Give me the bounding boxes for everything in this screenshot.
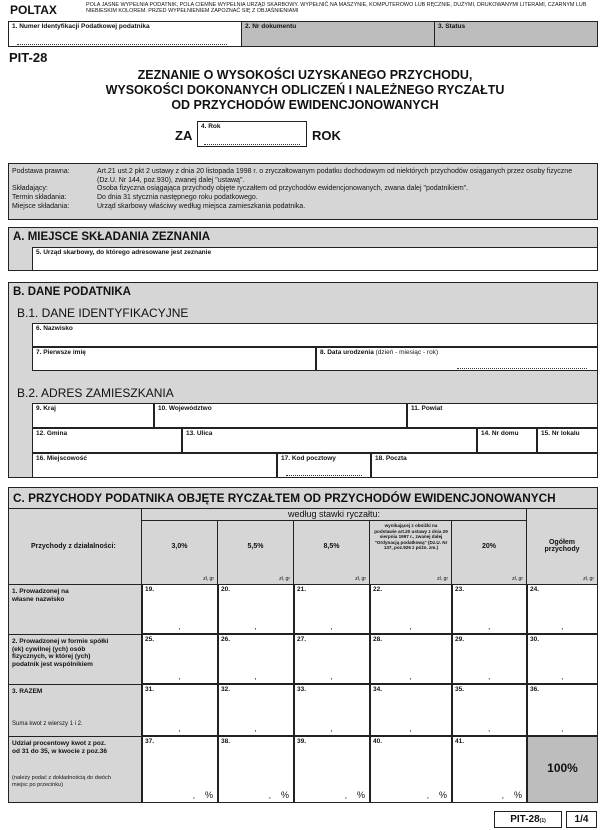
rok-label: ROK [312, 128, 341, 143]
first-name-field[interactable] [32, 347, 316, 371]
town-label: 16. Miejscowość [36, 455, 87, 462]
b1-title: B.1. DANE IDENTYFIKACYJNE [17, 306, 189, 320]
status-label: 3. Status [438, 23, 466, 30]
nip-field[interactable] [9, 22, 241, 46]
rates-header: według stawki ryczałtu: [142, 508, 527, 521]
total-header-label: Ogółem przychody [544, 539, 580, 553]
amount-cell[interactable]: 26. , [218, 634, 294, 684]
section-a [8, 227, 598, 271]
amount-cell[interactable]: 25. , [142, 634, 218, 684]
house-number-field[interactable] [477, 428, 537, 453]
voivodeship-label: 10. Województwo [158, 405, 212, 412]
amount-cell[interactable]: 24. , [527, 584, 598, 634]
nip-label: 1. Numer Identyfikacji Podatkowej podatnika [12, 23, 150, 30]
document-number-label: 2. Nr dokumentu [245, 23, 297, 30]
deadline-text: Do dnia 31 stycznia następnego roku podatkowego. [97, 194, 258, 201]
row-3-label [9, 684, 142, 736]
instructions: POLA JASNE WYPEŁNIA PODATNIK, POLA CIEMNE WYPEŁNIA URZĄD SKARBOWY. WYPEŁNIĆ NA MASZYNIE, KOMPUTEROWO LUB RĘCZNIE, DUŻYMI, DRUKOWANYMI LITERAMI, CZARNYM LUB NIEBIESKIM KOLOREM. PRZED WYPEŁNIENIEM ZAPOZNAĆ SIĘ Z OBJAŚNIENIAMI [86, 2, 587, 14]
amount-cell[interactable]: 22. , [370, 584, 452, 634]
amount-cell[interactable]: 29. , [452, 634, 527, 684]
reduced-rate-label: wynikającej z obniżki na podstawie art.20 ustawy z dnia 29 sierpnia 1997 r., zwanej dalej "Ordynacją podatkową" (Dz.U. Nr 137, poz.926 z późn. zm.) [374, 523, 448, 551]
amount-cell[interactable]: 23. , [452, 584, 527, 634]
row-1-label [9, 584, 142, 634]
percent-cell[interactable]: 40. , % [370, 736, 452, 803]
year-entry-line [204, 141, 300, 145]
percent-cell[interactable]: 41. , % [452, 736, 527, 803]
basis-label: Podstawa prawna: [12, 168, 70, 175]
zl-gr-label: zł, gr [203, 576, 214, 582]
year-label: 4. Rok [201, 123, 221, 130]
amount-cell[interactable]: 28. , [370, 634, 452, 684]
amount-cell[interactable]: 27. , [294, 634, 370, 684]
form-title [40, 68, 570, 113]
post-office-field[interactable] [371, 453, 598, 478]
row-4-label [9, 736, 142, 803]
basis-text: Art.21 ust.2 pkt 2 ustawy z dnia 20 listopada 1998 r. o zryczałtowanym podatku dochodowym od niektórych przychodów osiąganych przez osoby fizyczne (Dz.U. Nr 144, poz.930), zwanej dalej "ustawą". [97, 168, 573, 184]
country-label: 9. Kraj [36, 405, 56, 412]
amount-cell[interactable]: 33. , [294, 684, 370, 736]
legal-basis-block [8, 163, 598, 220]
row-3-note: Suma kwot z wierszy 1 i 2. [12, 721, 83, 727]
section-c-title: C. PRZYCHODY PODATNIKA OBJĘTE RYCZAŁTEM OD PRZYCHODÓW EWIDENCJONOWANYCH [13, 491, 556, 505]
section-a-title: A. MIEJSCE SKŁADANIA ZEZNANIA [13, 231, 210, 243]
b2-title: B.2. ADRES ZAMIESZKANIA [17, 386, 174, 400]
place-label: Miejsce składania: [12, 203, 70, 210]
amount-cell[interactable]: 21. , [294, 584, 370, 634]
footer-version: (1) [539, 818, 546, 824]
country-field[interactable] [32, 403, 154, 428]
source-header [9, 508, 142, 584]
title-line-3: OD PRZYCHODÓW EWIDENCJONOWANYCH [171, 98, 439, 112]
amount-cell[interactable]: 20. , [218, 584, 294, 634]
amount-cell[interactable]: 34. , [370, 684, 452, 736]
rate-col-5 [452, 521, 527, 584]
postal-code-entry-line [286, 472, 362, 476]
year-field[interactable] [197, 121, 307, 147]
rate-col-1 [142, 521, 218, 584]
nip-entry-line [17, 41, 227, 45]
section-b-title: B. DANE PODATNIKA [13, 286, 131, 298]
filer-text: Osoba fizyczna osiągająca przychody objęte ryczałtem od przychodów ewidencjonowanych, zwana dalej "podatnikiem". [97, 185, 469, 192]
amount-cell[interactable]: 31. , [142, 684, 218, 736]
first-name-label: 7. Pierwsze imię [36, 349, 86, 356]
amount-cell[interactable]: 19. , [142, 584, 218, 634]
source-header-label: Przychody z działalności: [31, 543, 116, 550]
voivodeship-field[interactable] [154, 403, 407, 428]
rate-col-2 [218, 521, 294, 584]
header-fields-row [8, 21, 598, 47]
filer-label: Składający: [12, 185, 48, 192]
deadline-label: Termin składania: [12, 194, 67, 201]
section-b [8, 282, 598, 478]
commune-label: 12. Gmina [36, 430, 68, 437]
form-code: PIT-28 [9, 50, 48, 65]
rate-8-5-label: 8,5% [323, 543, 340, 550]
tax-office-field[interactable] [32, 247, 598, 271]
za-label: ZA [175, 128, 193, 143]
hundred-percent-value: 100% [547, 761, 578, 775]
apartment-number-field[interactable] [537, 428, 598, 453]
zl-gr-label: zł, gr [279, 576, 290, 582]
house-number-label: 14. Nr domu [481, 430, 519, 437]
row-2-label [9, 634, 142, 684]
rate-3-label: 3,0% [171, 543, 188, 550]
amount-cell[interactable]: 36. , [527, 684, 598, 736]
county-label: 11. Powiat [411, 405, 443, 412]
rate-5-5-label: 5,5% [247, 543, 264, 550]
town-field[interactable] [32, 453, 277, 478]
birth-date-entry-line [457, 365, 587, 369]
zl-gr-label: zł, gr [583, 576, 594, 582]
row-2-text: 2. Prowadzonej w formie spółki (ek) cywilnej (ych) osób fizycznych, w której (ych) podatnik jest wspólnikiem [12, 638, 109, 668]
document-number-field [241, 22, 434, 46]
row-1-text: 1. Prowadzonej na własne nazwisko [12, 588, 69, 603]
footer-form-code [494, 811, 562, 828]
postal-code-label: 17. Kod pocztowy [281, 455, 336, 462]
title-line-1: ZEZNANIE O WYSOKOŚCI UZYSKANEGO PRZYCHODU, [137, 68, 473, 82]
amount-cell[interactable]: 32. , [218, 684, 294, 736]
zl-gr-label: zł, gr [512, 576, 523, 582]
footer-code: PIT-28 [510, 814, 540, 825]
surname-label: 6. Nazwisko [36, 325, 73, 332]
zl-gr-label: zł, gr [355, 576, 366, 582]
rate-col-3 [294, 521, 370, 584]
title-line-2: WYSOKOŚCI DOKONANYCH ODLICZEŃ I NALEŻNEGO RYCZAŁTU [105, 83, 505, 97]
county-field[interactable] [407, 403, 598, 428]
footer-page: 1/4 [566, 811, 597, 828]
percent-cell[interactable]: 37. , % [142, 736, 218, 803]
amount-cell[interactable]: 35. , [452, 684, 527, 736]
apartment-number-label: 15. Nr lokalu [541, 430, 580, 437]
post-office-label: 18. Poczta [375, 455, 407, 462]
row-4-note: (należy podać z dokładnością do dwóch miejsc po przecinku) [12, 775, 111, 788]
surname-field[interactable] [32, 323, 598, 347]
postal-code-field[interactable] [277, 453, 371, 478]
percent-cell[interactable]: 39. , % [294, 736, 370, 803]
total-col-header [527, 508, 597, 584]
status-field [434, 22, 597, 46]
birth-date-label: 8. Data urodzenia (dzień - miesiąc - rok) [320, 349, 439, 356]
brand: POLTAX [10, 3, 57, 17]
place-text: Urząd skarbowy właściwy według miejsca zamieszkania podatnika. [97, 203, 306, 210]
zl-gr-label: zł, gr [437, 576, 448, 582]
hundred-percent-cell [527, 736, 598, 803]
tax-office-label: 5. Urząd skarbowy, do którego adresowane jest zeznanie [36, 249, 212, 256]
row-3-text: 3. RAZEM [12, 688, 43, 695]
street-field[interactable] [182, 428, 477, 453]
rate-20-label: 20% [481, 543, 496, 550]
percent-cell[interactable]: 38. , % [218, 736, 294, 803]
commune-field[interactable] [32, 428, 182, 453]
section-c [8, 487, 598, 803]
amount-cell[interactable]: 30. , [527, 634, 598, 684]
birth-date-field[interactable] [316, 347, 598, 371]
street-label: 13. Ulica [186, 430, 213, 437]
row-4-text: Udział procentowy kwot z poz. od 31 do 35, w kwocie z poz.36 [12, 740, 107, 755]
rate-col-4 [370, 521, 452, 584]
